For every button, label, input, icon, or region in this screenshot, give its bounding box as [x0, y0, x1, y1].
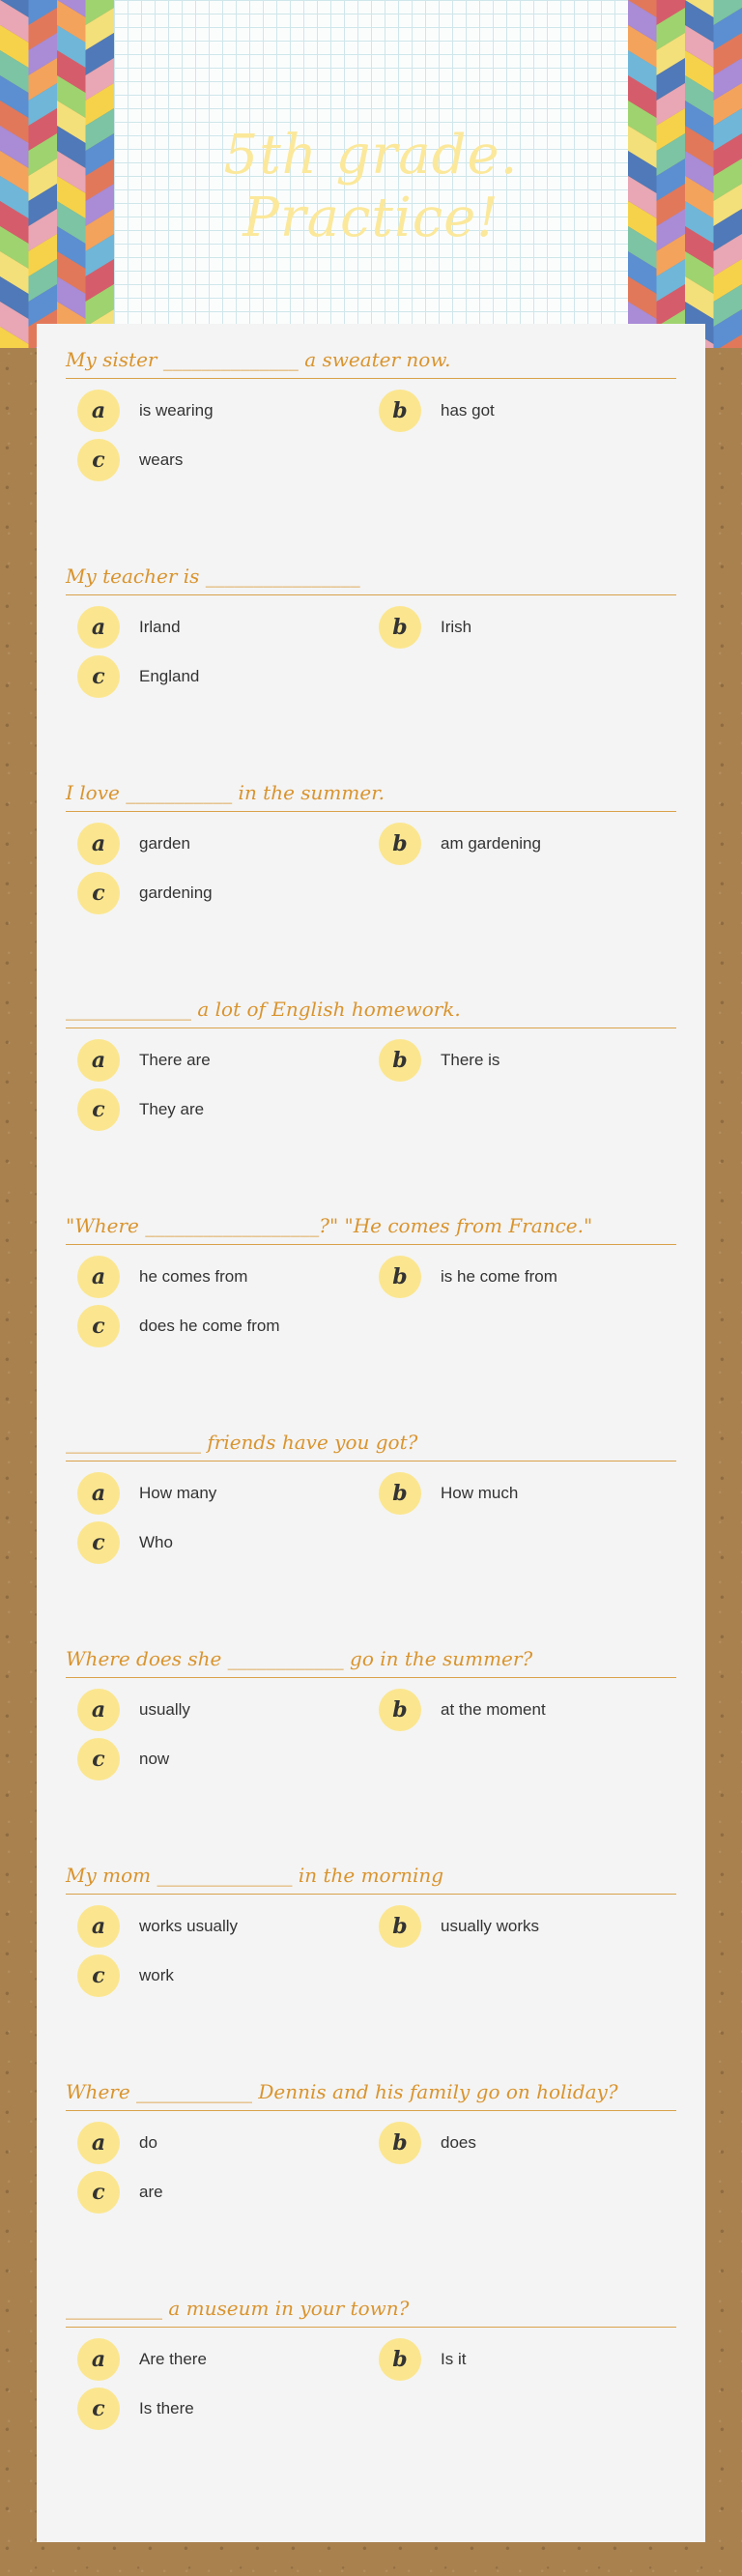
answer-options: [66, 605, 676, 699]
answer-letter-badge: c: [77, 1521, 120, 1564]
answer-text: Irland: [139, 618, 181, 636]
answer-options: [66, 2121, 676, 2214]
answer-option-a[interactable]: [66, 1255, 367, 1299]
answer-letter-badge: c: [77, 2388, 120, 2430]
answer-letter-badge: c: [77, 1088, 120, 1131]
answer-option-b[interactable]: [367, 822, 669, 866]
answer-text: do: [139, 2133, 157, 2152]
answer-option-b[interactable]: [367, 1038, 669, 1083]
answer-letter-badge: c: [77, 439, 120, 481]
answer-text: Is it: [441, 2350, 467, 2368]
answer-letter-badge: b: [379, 1905, 421, 1948]
answer-option-c[interactable]: [66, 1520, 367, 1565]
answer-text: garden: [139, 834, 190, 853]
answer-options: [66, 1038, 676, 1132]
answer-option-b[interactable]: [367, 2337, 669, 2382]
question-block: [66, 2294, 676, 2510]
answer-letter-badge: a: [77, 823, 120, 865]
answer-option-a[interactable]: [66, 605, 367, 650]
answer-option-c[interactable]: [66, 1737, 367, 1781]
question-text: My sister ______________ a sweater now.: [66, 345, 676, 379]
question-block: [66, 562, 676, 778]
answer-letter-badge: a: [77, 1256, 120, 1298]
answer-letter-badge: a: [77, 1905, 120, 1948]
answer-text: does: [441, 2133, 476, 2152]
answer-text: They are: [139, 1100, 205, 1118]
answer-option-b[interactable]: [367, 2121, 669, 2165]
answer-option-c[interactable]: [66, 1954, 367, 1998]
answer-letter-badge: a: [77, 2122, 120, 2164]
worksheet: [37, 324, 705, 2542]
answer-text: has got: [441, 401, 495, 420]
answer-option-a[interactable]: [66, 1688, 367, 1732]
answer-text: There is: [441, 1051, 500, 1069]
answer-letter-badge: b: [379, 2338, 421, 2381]
answer-letter-badge: a: [77, 606, 120, 649]
chevron-pattern-left: [0, 0, 114, 348]
answer-letter-badge: c: [77, 1738, 120, 1780]
answer-option-c[interactable]: [66, 2170, 367, 2214]
question-text: _____________ a lot of English homework.: [66, 995, 676, 1028]
answer-options: [66, 1255, 676, 1348]
answer-option-a[interactable]: [66, 1904, 367, 1949]
answer-option-a[interactable]: [66, 1471, 367, 1516]
answer-options: [66, 822, 676, 915]
question-block: [66, 2077, 676, 2294]
answer-option-a[interactable]: [66, 389, 367, 433]
answer-letter-badge: b: [379, 606, 421, 649]
answer-option-b[interactable]: [367, 389, 669, 433]
chevron-pattern-right: [628, 0, 742, 348]
answer-letter-badge: c: [77, 2171, 120, 2214]
question-block: [66, 345, 676, 562]
answer-text: wears: [139, 450, 184, 469]
answer-letter-badge: b: [379, 1039, 421, 1082]
answer-option-b[interactable]: [367, 605, 669, 650]
answer-letter-badge: b: [379, 390, 421, 432]
answer-option-b[interactable]: [367, 1255, 669, 1299]
answer-letter-badge: c: [77, 1305, 120, 1347]
answer-text: does he come from: [139, 1317, 280, 1335]
question-block: [66, 1428, 676, 1644]
answer-option-c[interactable]: [66, 654, 367, 699]
question-text: Where ____________ Dennis and his family go on holiday?: [66, 2077, 676, 2111]
question-text: Where does she ____________ go in the summer?: [66, 1644, 676, 1678]
question-block: [66, 1644, 676, 1861]
answer-options: [66, 2337, 676, 2431]
answer-letter-badge: b: [379, 1472, 421, 1515]
answer-text: he comes from: [139, 1267, 248, 1286]
question-text: My mom ______________ in the morning: [66, 1861, 676, 1895]
answer-option-c[interactable]: [66, 1304, 367, 1348]
answer-text: is wearing: [139, 401, 214, 420]
header-banner: [0, 0, 742, 348]
answer-text: Is there: [139, 2399, 194, 2417]
answer-text: There are: [139, 1051, 211, 1069]
answer-option-a[interactable]: [66, 2121, 367, 2165]
answer-text: Are there: [139, 2350, 207, 2368]
answer-options: [66, 1471, 676, 1565]
answer-text: Irish: [441, 618, 472, 636]
answer-text: England: [139, 667, 200, 685]
question-text: "Where __________________?" "He comes from France.": [66, 1211, 676, 1245]
answer-text: usually works: [441, 1917, 540, 1935]
answer-letter-badge: a: [77, 1472, 120, 1515]
answer-options: [66, 1904, 676, 1998]
answer-option-a[interactable]: [66, 1038, 367, 1083]
question-text: My teacher is ________________: [66, 562, 676, 595]
answer-text: now: [139, 1750, 170, 1768]
answer-letter-badge: a: [77, 1689, 120, 1731]
question-list: [66, 345, 676, 2510]
answer-text: usually: [139, 1700, 190, 1719]
answer-letter-badge: c: [77, 872, 120, 914]
answer-option-a[interactable]: [66, 2337, 367, 2382]
answer-letter-badge: b: [379, 1689, 421, 1731]
question-block: [66, 778, 676, 995]
question-text: I love ___________ in the summer.: [66, 778, 676, 812]
answer-option-c[interactable]: [66, 438, 367, 482]
question-block: [66, 1211, 676, 1428]
answer-letter-badge: b: [379, 1256, 421, 1298]
answer-text: at the moment: [441, 1700, 546, 1719]
answer-text: How many: [139, 1484, 217, 1502]
answer-letter-badge: a: [77, 390, 120, 432]
answer-options: [66, 389, 676, 482]
answer-text: gardening: [139, 883, 213, 902]
answer-option-b[interactable]: [367, 1688, 669, 1732]
answer-letter-badge: b: [379, 2122, 421, 2164]
answer-text: works usually: [139, 1917, 239, 1935]
answer-text: am gardening: [441, 834, 541, 853]
answer-text: Who: [139, 1533, 173, 1551]
answer-options: [66, 1688, 676, 1781]
question-block: [66, 995, 676, 1211]
answer-text: work: [139, 1966, 174, 1984]
answer-letter-badge: a: [77, 2338, 120, 2381]
answer-option-c[interactable]: [66, 1087, 367, 1132]
answer-option-c[interactable]: [66, 2387, 367, 2431]
answer-letter-badge: c: [77, 655, 120, 698]
answer-option-b[interactable]: [367, 1471, 669, 1516]
answer-letter-badge: a: [77, 1039, 120, 1082]
answer-text: are: [139, 2183, 163, 2201]
question-text: ______________ friends have you got?: [66, 1428, 676, 1462]
answer-letter-badge: b: [379, 823, 421, 865]
question-text: __________ a museum in your town?: [66, 2294, 676, 2328]
answer-option-b[interactable]: [367, 1904, 669, 1949]
answer-letter-badge: c: [77, 1954, 120, 1997]
answer-option-c[interactable]: [66, 871, 367, 915]
page-title: 5th grade. Practice!: [223, 124, 519, 249]
answer-text: is he come from: [441, 1267, 557, 1286]
question-block: [66, 1861, 676, 2077]
answer-option-a[interactable]: [66, 822, 367, 866]
answer-text: How much: [441, 1484, 519, 1502]
